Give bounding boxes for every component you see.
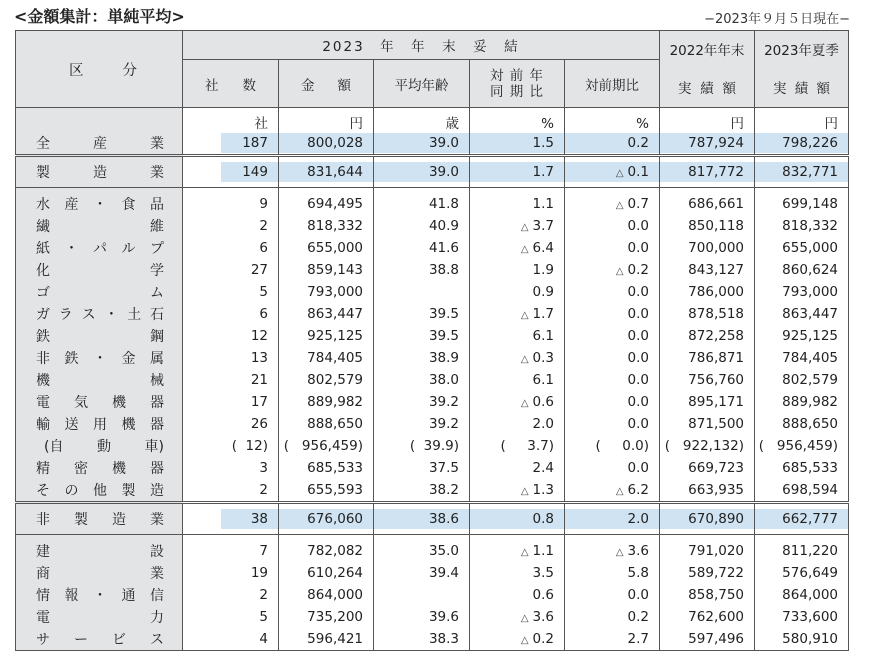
cell-companies: 12 <box>183 325 279 347</box>
row-category: 非 鉄 ・ 金 属 <box>16 347 183 369</box>
cell-amount: 655,593 <box>279 479 374 503</box>
cell-amount: 676,060 <box>279 503 374 535</box>
cell-actual-2022: 669,723 <box>660 457 755 479</box>
row-category: 電 力 <box>16 606 183 628</box>
cell-companies: 2 <box>183 584 279 606</box>
wage-summary-table <box>15 30 849 651</box>
negative-triangle-icon: △ <box>520 613 529 624</box>
cell-actual-2023: 889,982 <box>755 391 849 413</box>
table-body <box>16 108 849 651</box>
negative-triangle-icon: △ <box>520 244 529 255</box>
unit-actual-2023: 円 <box>755 108 849 133</box>
cell-amount: 831,644 <box>279 156 374 188</box>
cell-avg-age <box>374 281 470 303</box>
cell-amount: 694,495 <box>279 188 374 216</box>
row-category: 電 気 機 器 <box>16 391 183 413</box>
unit-yoy: % <box>470 108 565 133</box>
cell-yoy: 2.4 <box>470 457 565 479</box>
table-row <box>16 369 849 391</box>
header-2022-year-end: 2022年年末 <box>660 31 755 60</box>
row-category: 紙 ・ パ ル プ <box>16 237 183 259</box>
cell-actual-2023: ( 956,459) <box>755 435 849 457</box>
cell-actual-2023: 685,533 <box>755 457 849 479</box>
cell-yoy: 0.6 <box>470 584 565 606</box>
cell-vs-prev: 0.0 <box>565 584 660 606</box>
table-row <box>16 347 849 369</box>
cell-companies: 4 <box>183 628 279 651</box>
cell-amount: 784,405 <box>279 347 374 369</box>
cell-vs-prev: 0.0 <box>565 325 660 347</box>
cell-vs-prev: 2.7 <box>565 628 660 651</box>
row-category: 輸 送 用 機 器 <box>16 413 183 435</box>
cell-avg-age <box>374 584 470 606</box>
row-category: 全 産 業 <box>16 132 183 156</box>
cell-actual-2022: 858,750 <box>660 584 755 606</box>
cell-companies: 2 <box>183 215 279 237</box>
cell-actual-2023: 811,220 <box>755 535 849 563</box>
row-category: 鉄 鋼 <box>16 325 183 347</box>
cell-yoy: △ 0.6 <box>470 391 565 413</box>
cell-amount: 685,533 <box>279 457 374 479</box>
cell-actual-2023: 793,000 <box>755 281 849 303</box>
cell-actual-2022: 791,020 <box>660 535 755 563</box>
cell-yoy: △ 0.2 <box>470 628 565 651</box>
cell-avg-age: 39.0 <box>374 132 470 156</box>
cell-yoy: 6.1 <box>470 325 565 347</box>
cell-amount: 889,982 <box>279 391 374 413</box>
cell-yoy: △ 3.6 <box>470 606 565 628</box>
cell-yoy: 1.1 <box>470 188 565 216</box>
row-category: 商 業 <box>16 562 183 584</box>
cell-avg-age: 39.0 <box>374 156 470 188</box>
row-category: ゴ ム <box>16 281 183 303</box>
cell-vs-prev: 0.0 <box>565 303 660 325</box>
as-of-date: −2023年９月５日現在− <box>704 12 850 27</box>
negative-triangle-icon: △ <box>520 222 529 233</box>
cell-vs-prev: 0.0 <box>565 347 660 369</box>
cell-companies: 26 <box>183 413 279 435</box>
cell-actual-2022: 686,661 <box>660 188 755 216</box>
cell-yoy: 3.5 <box>470 562 565 584</box>
cell-companies: ( 12) <box>183 435 279 457</box>
cell-amount: 864,000 <box>279 584 374 606</box>
cell-actual-2023: 798,226 <box>755 132 849 156</box>
cell-actual-2022: 597,496 <box>660 628 755 651</box>
negative-triangle-icon: △ <box>520 310 529 321</box>
cell-yoy: 1.7 <box>470 156 565 188</box>
cell-yoy: △ 6.4 <box>470 237 565 259</box>
cell-vs-prev: △ 0.2 <box>565 259 660 281</box>
table-row <box>16 503 849 535</box>
cell-companies: 7 <box>183 535 279 563</box>
cell-yoy: ( 3.7) <box>470 435 565 457</box>
cell-vs-prev: 0.0 <box>565 391 660 413</box>
cell-actual-2022: 872,258 <box>660 325 755 347</box>
cell-amount: 782,082 <box>279 535 374 563</box>
cell-actual-2022: 762,600 <box>660 606 755 628</box>
cell-companies: 6 <box>183 237 279 259</box>
cell-yoy: △ 1.3 <box>470 479 565 503</box>
header-2023-summer: 2023年夏季 <box>755 31 849 60</box>
cell-companies: 3 <box>183 457 279 479</box>
table-row <box>16 479 849 503</box>
cell-vs-prev: 2.0 <box>565 503 660 535</box>
row-category: 化 学 <box>16 259 183 281</box>
cell-yoy: 2.0 <box>470 413 565 435</box>
cell-actual-2023: 888,650 <box>755 413 849 435</box>
cell-vs-prev: 0.0 <box>565 281 660 303</box>
cell-yoy: △ 0.3 <box>470 347 565 369</box>
cell-companies: 187 <box>183 132 279 156</box>
cell-yoy: 1.5 <box>470 132 565 156</box>
cell-yoy: 0.9 <box>470 281 565 303</box>
cell-actual-2022: 589,722 <box>660 562 755 584</box>
negative-triangle-icon: △ <box>520 547 529 558</box>
cell-amount: 735,200 <box>279 606 374 628</box>
cell-actual-2023: 802,579 <box>755 369 849 391</box>
cell-yoy: 1.9 <box>470 259 565 281</box>
row-category: (自 動 車) <box>16 435 183 457</box>
cell-companies: 149 <box>183 156 279 188</box>
negative-triangle-icon: △ <box>520 635 529 646</box>
cell-actual-2022: 895,171 <box>660 391 755 413</box>
cell-actual-2022: 756,760 <box>660 369 755 391</box>
row-category: 情 報 ・ 通 信 <box>16 584 183 606</box>
cell-avg-age: 39.5 <box>374 303 470 325</box>
units-row <box>16 108 849 133</box>
cell-companies: 9 <box>183 188 279 216</box>
cell-yoy: △ 3.7 <box>470 215 565 237</box>
negative-triangle-icon: △ <box>520 398 529 409</box>
header-companies: 社 数 <box>183 60 279 108</box>
row-category: 機 械 <box>16 369 183 391</box>
page-title: <金額集計：単純平均> <box>14 7 185 26</box>
cell-actual-2023: 733,600 <box>755 606 849 628</box>
cell-actual-2023: 784,405 <box>755 347 849 369</box>
table-row <box>16 325 849 347</box>
cell-avg-age: 38.2 <box>374 479 470 503</box>
cell-amount: 800,028 <box>279 132 374 156</box>
cell-avg-age: 39.2 <box>374 391 470 413</box>
header-2023-year-end: 2023 年 年 末 妥 結 <box>183 31 660 60</box>
cell-yoy: △ 1.7 <box>470 303 565 325</box>
cell-yoy: 0.8 <box>470 503 565 535</box>
row-category: 精 密 機 器 <box>16 457 183 479</box>
cell-avg-age: 38.9 <box>374 347 470 369</box>
unit-actual-2022: 円 <box>660 108 755 133</box>
negative-triangle-icon: △ <box>520 486 529 497</box>
cell-actual-2022: 670,890 <box>660 503 755 535</box>
cell-vs-prev: 0.0 <box>565 369 660 391</box>
cell-amount: 859,143 <box>279 259 374 281</box>
table-row <box>16 535 849 563</box>
negative-triangle-icon: △ <box>615 547 624 558</box>
table-row <box>16 215 849 237</box>
cell-yoy: △ 1.1 <box>470 535 565 563</box>
table-row <box>16 562 849 584</box>
cell-amount: 610,264 <box>279 562 374 584</box>
cell-amount: 818,332 <box>279 215 374 237</box>
cell-companies: 27 <box>183 259 279 281</box>
header-actual-2023: 実 績 額 <box>755 60 849 108</box>
cell-amount: 655,000 <box>279 237 374 259</box>
cell-actual-2022: 786,000 <box>660 281 755 303</box>
cell-companies: 2 <box>183 479 279 503</box>
cell-actual-2022: 878,518 <box>660 303 755 325</box>
cell-companies: 19 <box>183 562 279 584</box>
cell-companies: 21 <box>183 369 279 391</box>
cell-companies: 5 <box>183 606 279 628</box>
cell-companies: 6 <box>183 303 279 325</box>
cell-vs-prev: △ 0.7 <box>565 188 660 216</box>
cell-avg-age: ( 39.9) <box>374 435 470 457</box>
table-row <box>16 303 849 325</box>
negative-triangle-icon: △ <box>615 486 624 497</box>
cell-amount: 802,579 <box>279 369 374 391</box>
cell-vs-prev: △ 6.2 <box>565 479 660 503</box>
cell-actual-2022: 663,935 <box>660 479 755 503</box>
table-row <box>16 606 849 628</box>
cell-avg-age: 38.0 <box>374 369 470 391</box>
cell-companies: 13 <box>183 347 279 369</box>
table-row <box>16 391 849 413</box>
row-category: サ ー ビ ス <box>16 628 183 651</box>
cell-actual-2023: 860,624 <box>755 259 849 281</box>
cell-actual-2022: 871,500 <box>660 413 755 435</box>
cell-avg-age: 39.2 <box>374 413 470 435</box>
cell-actual-2023: 698,594 <box>755 479 849 503</box>
table-row <box>16 188 849 216</box>
cell-actual-2022: 843,127 <box>660 259 755 281</box>
cell-avg-age: 37.5 <box>374 457 470 479</box>
cell-vs-prev: 0.0 <box>565 215 660 237</box>
table-row <box>16 281 849 303</box>
cell-actual-2023: 576,649 <box>755 562 849 584</box>
cell-avg-age: 35.0 <box>374 535 470 563</box>
cell-vs-prev: 0.2 <box>565 606 660 628</box>
header-yoy: 対 前 年 同 期 比 <box>470 60 565 108</box>
row-category: 繊 維 <box>16 215 183 237</box>
negative-triangle-icon: △ <box>520 354 529 365</box>
negative-triangle-icon: △ <box>615 266 624 277</box>
cell-avg-age: 38.3 <box>374 628 470 651</box>
cell-actual-2022: ( 922,132) <box>660 435 755 457</box>
cell-amount: 793,000 <box>279 281 374 303</box>
row-category: 建 設 <box>16 535 183 563</box>
negative-triangle-icon: △ <box>615 200 624 211</box>
table-row <box>16 628 849 651</box>
cell-avg-age: 38.8 <box>374 259 470 281</box>
cell-vs-prev: 0.0 <box>565 237 660 259</box>
table-row <box>16 259 849 281</box>
header-actual-2022: 実 績 額 <box>660 60 755 108</box>
cell-actual-2022: 786,871 <box>660 347 755 369</box>
cell-vs-prev: △ 3.6 <box>565 535 660 563</box>
unit-companies: 社 <box>183 108 279 133</box>
cell-actual-2022: 817,772 <box>660 156 755 188</box>
cell-actual-2022: 787,924 <box>660 132 755 156</box>
cell-actual-2023: 818,332 <box>755 215 849 237</box>
row-category: 製 造 業 <box>16 156 183 188</box>
cell-actual-2023: 925,125 <box>755 325 849 347</box>
cell-companies: 17 <box>183 391 279 413</box>
row-category: 水 産 ・ 食 品 <box>16 188 183 216</box>
row-category: 非 製 造 業 <box>16 503 183 535</box>
cell-amount: 596,421 <box>279 628 374 651</box>
header-avg-age: 平均年齢 <box>374 60 470 108</box>
cell-avg-age: 38.6 <box>374 503 470 535</box>
cell-companies: 5 <box>183 281 279 303</box>
row-category: そ の 他 製 造 <box>16 479 183 503</box>
cell-actual-2023: 580,910 <box>755 628 849 651</box>
cell-companies: 38 <box>183 503 279 535</box>
table-row <box>16 457 849 479</box>
cell-actual-2023: 699,148 <box>755 188 849 216</box>
negative-triangle-icon: △ <box>615 168 624 179</box>
cell-vs-prev: ( 0.0) <box>565 435 660 457</box>
table-row <box>16 132 849 156</box>
cell-avg-age: 40.9 <box>374 215 470 237</box>
cell-vs-prev: △ 0.1 <box>565 156 660 188</box>
table-row <box>16 156 849 188</box>
cell-vs-prev: 5.8 <box>565 562 660 584</box>
header-category: 区 分 <box>16 31 183 108</box>
cell-actual-2022: 850,118 <box>660 215 755 237</box>
cell-amount: 925,125 <box>279 325 374 347</box>
cell-avg-age: 39.6 <box>374 606 470 628</box>
cell-actual-2023: 662,777 <box>755 503 849 535</box>
cell-amount: 863,447 <box>279 303 374 325</box>
cell-avg-age: 39.5 <box>374 325 470 347</box>
cell-actual-2023: 863,447 <box>755 303 849 325</box>
table-row <box>16 584 849 606</box>
unit-amount: 円 <box>279 108 374 133</box>
cell-avg-age: 39.4 <box>374 562 470 584</box>
unit-vs-prev: % <box>565 108 660 133</box>
cell-amount: 888,650 <box>279 413 374 435</box>
cell-actual-2023: 832,771 <box>755 156 849 188</box>
cell-avg-age: 41.6 <box>374 237 470 259</box>
cell-yoy: 6.1 <box>470 369 565 391</box>
cell-actual-2023: 655,000 <box>755 237 849 259</box>
cell-vs-prev: 0.2 <box>565 132 660 156</box>
row-category: ガ ラ ス ・ 土 石 <box>16 303 183 325</box>
header-amount: 金 額 <box>279 60 374 108</box>
table-row <box>16 237 849 259</box>
cell-actual-2022: 700,000 <box>660 237 755 259</box>
cell-amount: ( 956,459) <box>279 435 374 457</box>
cell-actual-2023: 864,000 <box>755 584 849 606</box>
header-vs-prev: 対前期比 <box>565 60 660 108</box>
table-row <box>16 435 849 457</box>
table-row <box>16 413 849 435</box>
unit-avg-age: 歳 <box>374 108 470 133</box>
cell-vs-prev: 0.0 <box>565 413 660 435</box>
cell-vs-prev: 0.0 <box>565 457 660 479</box>
cell-avg-age: 41.8 <box>374 188 470 216</box>
